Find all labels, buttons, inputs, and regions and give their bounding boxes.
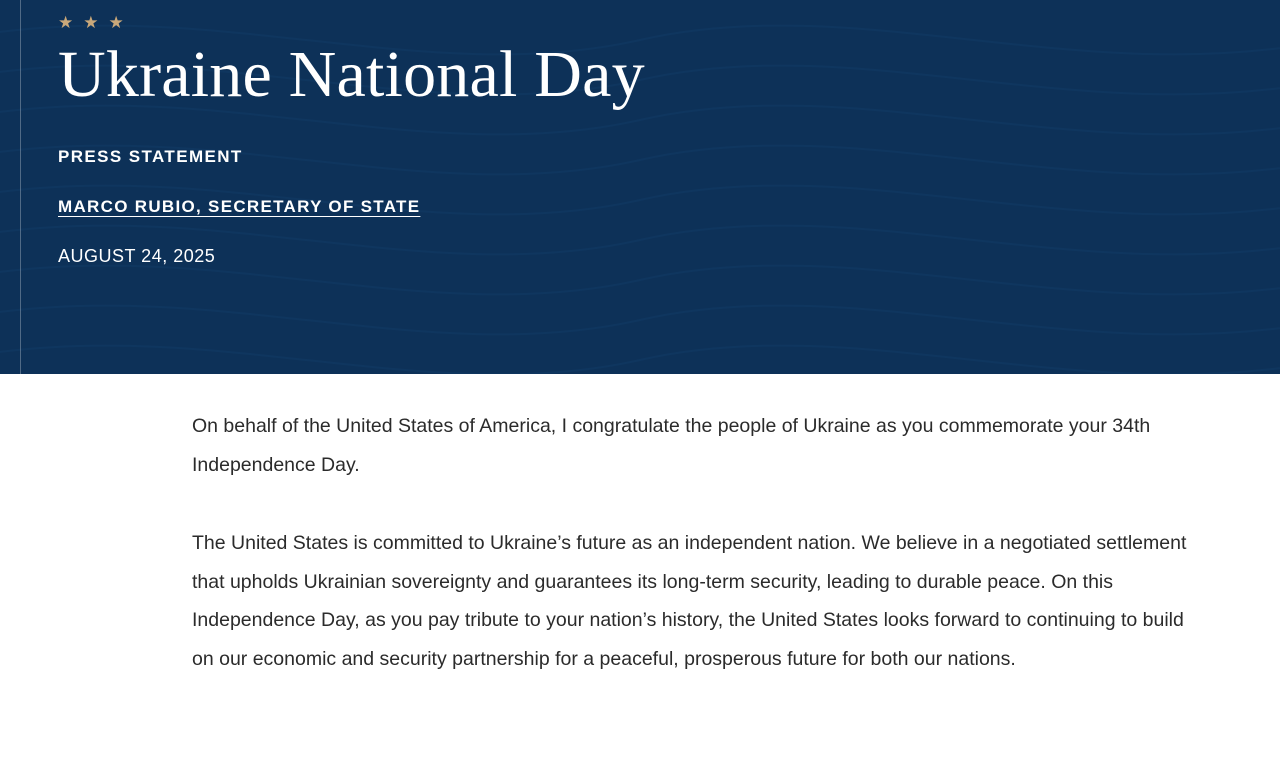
publication-date: AUGUST 24, 2025	[58, 246, 216, 267]
hero-banner	[0, 0, 1280, 374]
body-paragraph: The United States is committed to Ukraine’s future as an independent nation. We believe in a negotiated settlement that upholds Ukrainian sovereignty and guarantees its long-term security, leading to durable peace. On this Independence Day, as you pay tribute to your nation’s history, the United States looks forward to continuing to build on our economic and security partnership for a peaceful, prosperous future for both our nations.	[192, 532, 1187, 670]
star-icon: ★	[58, 12, 74, 32]
star-decoration	[58, 0, 1280, 30]
hero-content	[0, 0, 1280, 267]
star-icon: ★	[83, 12, 99, 32]
body-paragraph: On behalf of the United States of America, I congratulate the people of Ukraine as you commemorate your 34th Independence Day.	[192, 415, 1151, 476]
author-link[interactable]: MARCO RUBIO, SECRETARY OF STATE	[58, 197, 421, 217]
content-type-label: PRESS STATEMENT	[58, 147, 243, 167]
page-title: Ukraine National Day	[58, 38, 645, 111]
star-icon: ★	[108, 12, 124, 32]
statement-body	[0, 374, 1280, 678]
